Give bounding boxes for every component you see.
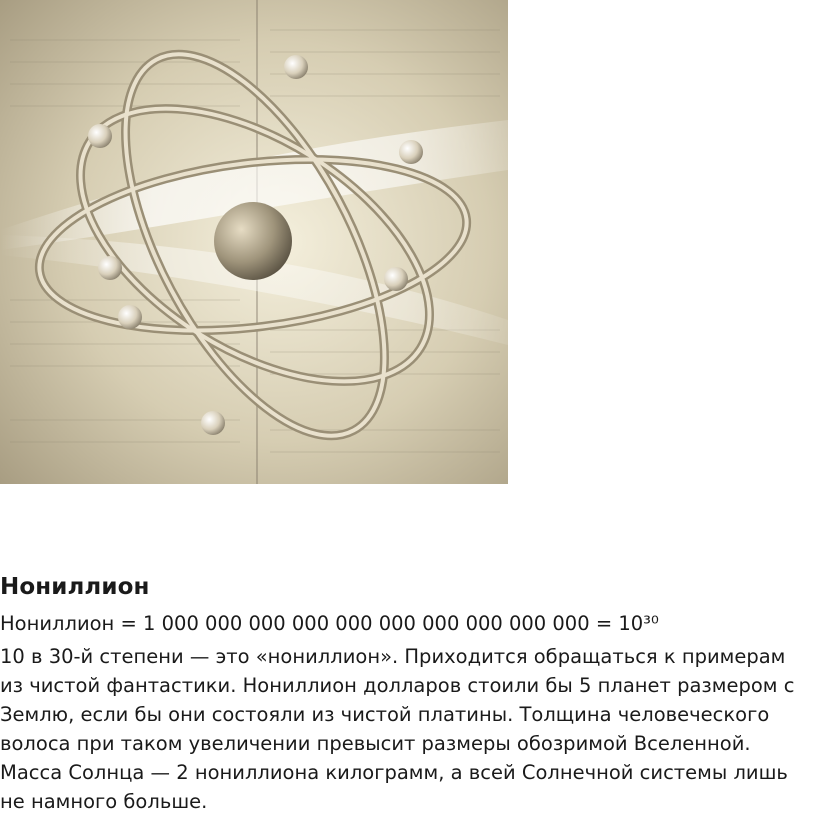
electron [201,411,225,435]
nucleus [214,202,292,280]
electron [118,305,142,329]
section-title: Нониллион [0,574,150,600]
electron [284,55,308,79]
electron [88,124,112,148]
body-paragraph: 10 в 30-й степени — это «нониллион». Приходится обращаться к примерам из чистой фантастики. Нониллион долларов стоили бы 5 планет размером с Землю, если бы они состояли из чистой платины. Толщина человеческого волоса при таком увеличении превысит размеры обозримой Вселенной. Масса Солнца — 2 нониллиона килограмм, а всей Солнечной системы лишь не намного больше. [0,645,795,813]
electron [98,256,122,280]
atom-illustration [0,0,508,484]
formula-line: Нониллион = 1 000 000 000 000 000 000 000 000 000 000 = 10³⁰ [0,612,659,635]
electron [399,140,423,164]
electron [384,267,408,291]
